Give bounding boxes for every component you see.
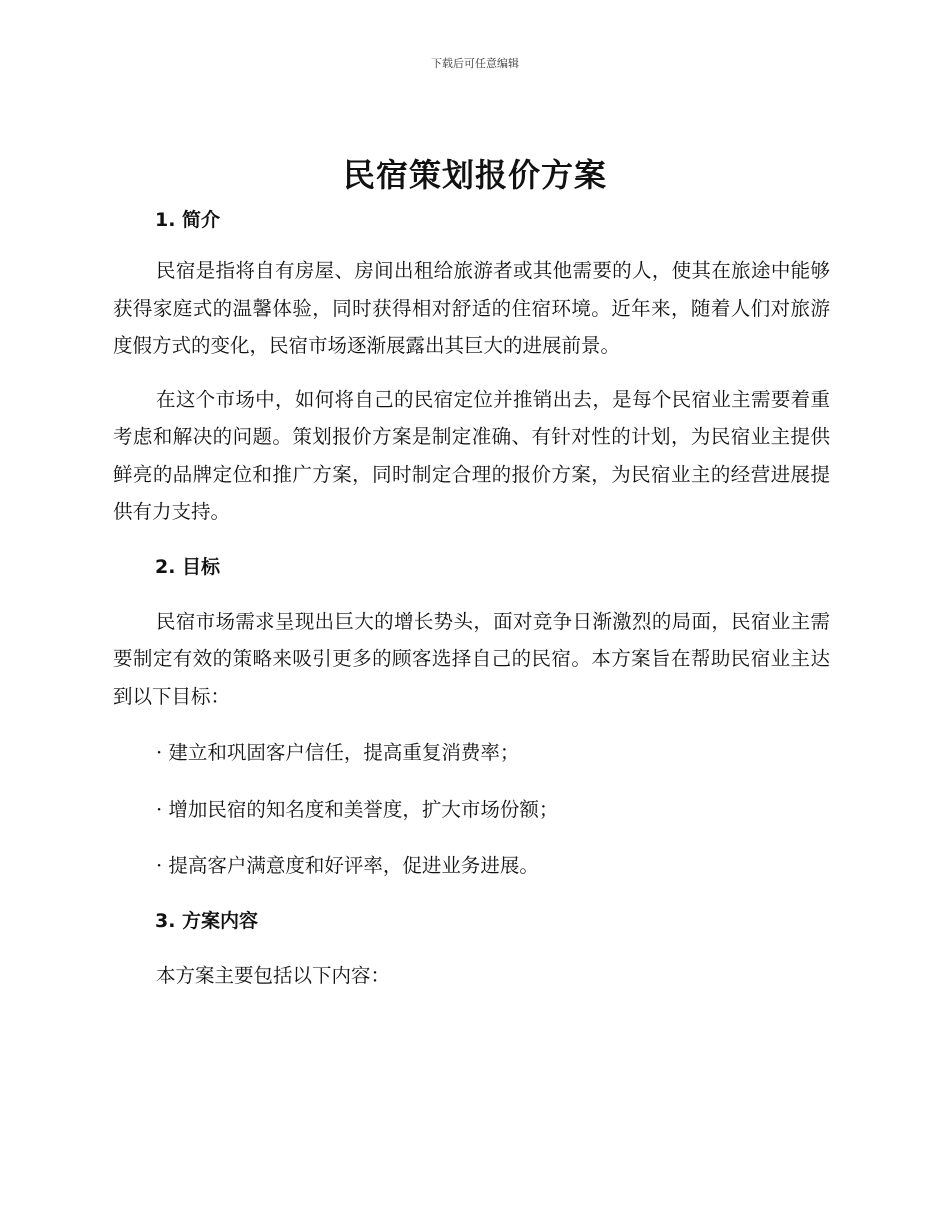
intro-paragraph-1: 民宿是指将自有房屋、房间出租给旅游者或其他需要的人，使其在旅途中能够获得家庭式的温馨体验，同时获得相对舒适的住宿环境。近年来，随着人们对旅游度假方式的变化，民宿市场逐渐展露出其巨大的进展前景。: [113, 259, 830, 357]
intro-paragraph-2: 在这个市场中，如何将自己的民宿定位并推销出去，是每个民宿业主需要着重考虑和解决的问题。策划报价方案是制定准确、有针对性的计划，为民宿业主提供鲜亮的品牌定位和推广方案，同时制定合理的报价方案，为民宿业主的经营进展提供有力支持。: [113, 387, 830, 523]
section-heading-content: 3. 方案内容: [155, 909, 259, 932]
section-heading-goals: 2. 目标: [155, 555, 221, 578]
goals-paragraph: 民宿市场需求呈现出巨大的增长势头，面对竞争日渐激烈的局面，民宿业主需要制定有效的策略来吸引更多的顾客选择自己的民宿。本方案旨在帮助民宿业主达到以下目标：: [113, 609, 830, 708]
goal-bullet-1: · 建立和巩固客户信任，提高重复消费率；: [156, 741, 520, 764]
document-title: 民宿策划报价方案: [342, 156, 607, 194]
section-heading-intro: 1. 简介: [155, 209, 221, 231]
goal-bullet-3: · 提高客户满意度和好评率，促进业务进展。: [156, 854, 539, 877]
header-note: 下载后可任意编辑: [431, 57, 519, 70]
goal-bullet-2: · 增加民宿的知名度和美誉度，扩大市场份额；: [156, 797, 559, 821]
content-paragraph: 本方案主要包括以下内容：: [156, 963, 391, 987]
document-body: [113, 200, 830, 994]
